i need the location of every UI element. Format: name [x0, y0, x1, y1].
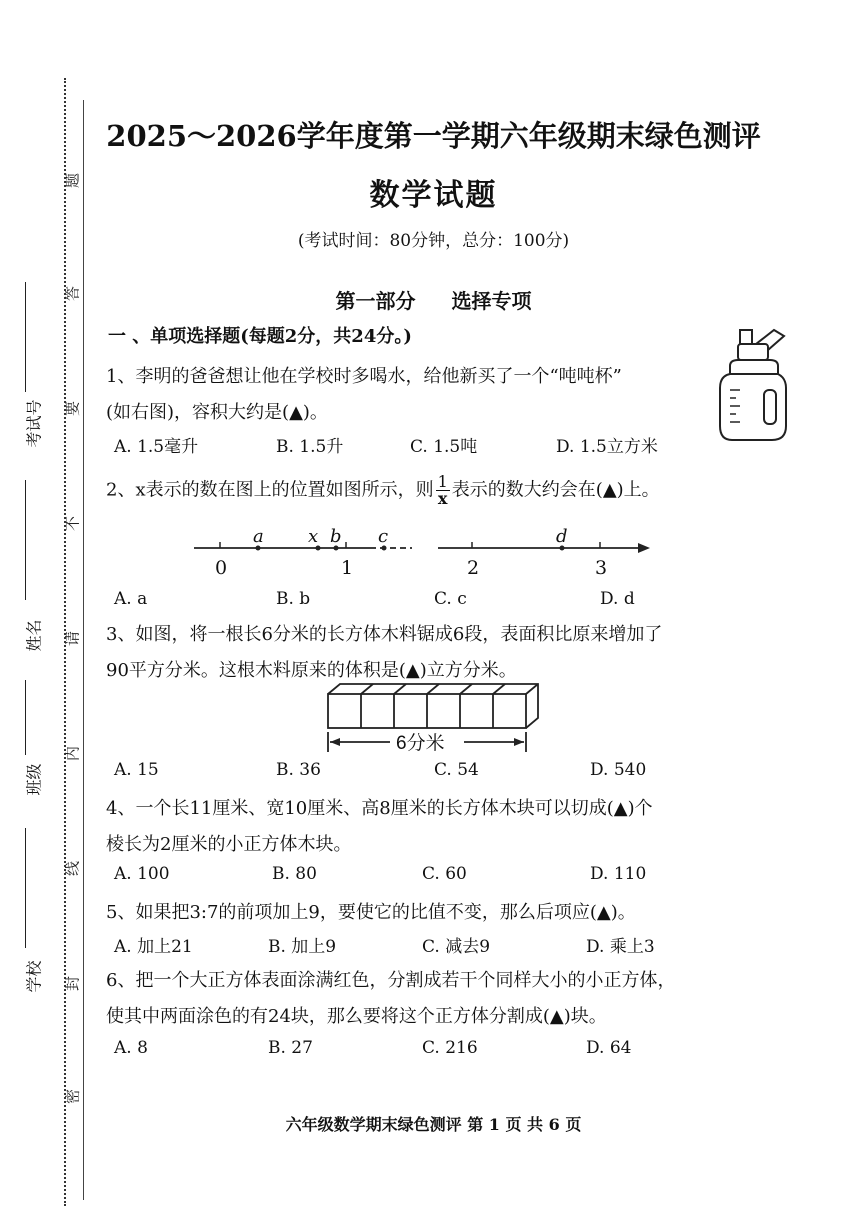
q6-option-c[interactable]: C. 216 [422, 1038, 478, 1058]
page-footer: 六年级数学期末绿色测评 第 1 页 共 6 页 [285, 1115, 582, 1134]
seal-char: 密 [63, 1089, 82, 1105]
school-label: 学校 [24, 960, 44, 993]
q5-option-d[interactable]: D. 乘上3 [586, 937, 655, 957]
tick-label-3: 3 [595, 557, 608, 579]
part-label: 第一部分 [335, 289, 416, 313]
q4-option-a[interactable]: A. 100 [114, 864, 170, 884]
q1-option-d[interactable]: D. 1.5立方米 [556, 437, 658, 457]
q6-option-a[interactable]: A. 8 [114, 1038, 148, 1058]
seal-char: 不 [63, 516, 82, 532]
subject-title: 数学试题 [369, 178, 498, 213]
question-4-line-1: 4、一个长11厘米、宽10厘米、高8厘米的长方体木块可以切成(▲)个 [106, 798, 653, 819]
name-label: 姓名 [24, 619, 44, 652]
seal-char: 线 [63, 861, 82, 877]
label-a: a [253, 526, 264, 547]
exam-info: (考试时间：80分钟，总分：100分) [297, 231, 570, 251]
question-3-line-1: 3、如图，将一根长6分米的长方体木料锯成6段，表面积比原来增加了 [106, 624, 663, 645]
tick-label-0: 0 [215, 557, 228, 579]
seal-char: 要 [63, 401, 82, 417]
binding-solid-line [83, 100, 84, 1200]
seal-char: 封 [63, 976, 82, 992]
q3-option-a[interactable]: A. 15 [114, 760, 159, 780]
question-5: 5、如果把3:7的前项加上9，要使它的比值不变，那么后项应(▲)。 [106, 902, 636, 923]
class-line[interactable] [25, 680, 26, 755]
q3-option-c[interactable]: C. 54 [434, 760, 479, 780]
question-2-text-before: 2、x表示的数在图上的位置如图所示，则 [106, 479, 434, 501]
q1-option-c[interactable]: C. 1.5吨 [410, 437, 478, 457]
seal-char: 答 [63, 286, 82, 302]
question-6-line-2: 使其中两面涂色的有24块，那么要将这个正方体分割成(▲)块。 [106, 1006, 607, 1027]
section-title: 一 、单项选择题(每题2分，共24分。) [108, 326, 412, 347]
seal-char: 题 [63, 173, 82, 189]
q6-option-d[interactable]: D. 64 [586, 1038, 632, 1058]
part-heading [0, 285, 867, 314]
q1-option-b[interactable]: B. 1.5升 [276, 437, 344, 457]
number-line [180, 522, 670, 582]
question-2 [106, 474, 660, 507]
q4-option-b[interactable]: B. 80 [272, 864, 317, 884]
q5-option-b[interactable]: B. 加上9 [268, 937, 337, 957]
part-name: 选择专项 [451, 289, 532, 313]
q3-option-d[interactable]: D. 540 [590, 760, 647, 780]
question-1-line-1: 1、李明的爸爸想让他在学校时多喝水，给他新买了一个“吨吨杯” [106, 366, 622, 387]
q5-option-a[interactable]: A. 加上21 [114, 937, 193, 957]
question-2-text-after: 表示的数大约会在(▲)上。 [451, 479, 660, 501]
q4-option-d[interactable]: D. 110 [590, 864, 647, 884]
q1-option-a[interactable]: A. 1.5毫升 [114, 437, 199, 457]
length-label: 6分米 [396, 733, 445, 754]
question-6-line-1: 6、把一个大正方体表面涂满红色，分割成若干个同样大小的小正方体， [106, 970, 676, 991]
q4-option-c[interactable]: C. 60 [422, 864, 467, 884]
label-b: b [330, 526, 342, 547]
water-bottle-image [716, 326, 792, 444]
label-x: x [308, 526, 319, 547]
tick-label-1: 1 [341, 557, 354, 579]
q6-option-b[interactable]: B. 27 [268, 1038, 313, 1058]
question-4-line-2: 棱长为2厘米的小正方体木块。 [106, 834, 352, 855]
q2-option-d[interactable]: D. d [600, 589, 635, 609]
label-c: c [378, 526, 389, 547]
seal-char: 内 [63, 746, 82, 762]
label-d: d [556, 526, 568, 547]
q2-option-c[interactable]: C. c [434, 589, 467, 609]
class-label: 班级 [24, 763, 44, 796]
q2-option-a[interactable]: A. a [114, 589, 148, 609]
exam-title: 2025～2026学年度第一学期六年级期末绿色测评 [106, 119, 761, 153]
name-line[interactable] [25, 480, 26, 600]
fraction-numerator: 1 [437, 472, 448, 491]
wood-block-figure [322, 680, 546, 760]
question-3-line-2: 90平方分米。这根木料原来的体积是(▲)立方分米。 [106, 660, 517, 681]
exam-number-label: 考试号 [24, 399, 44, 448]
question-1-line-2: (如右图)，容积大约是(▲)。 [106, 402, 328, 423]
q2-option-b[interactable]: B. b [276, 589, 311, 609]
tick-label-2: 2 [467, 557, 480, 579]
q5-option-c[interactable]: C. 减去9 [422, 937, 491, 957]
fraction-denominator: x [437, 489, 448, 508]
school-line[interactable] [25, 828, 26, 948]
q3-option-b[interactable]: B. 36 [276, 760, 321, 780]
seal-char: 请 [63, 631, 82, 647]
